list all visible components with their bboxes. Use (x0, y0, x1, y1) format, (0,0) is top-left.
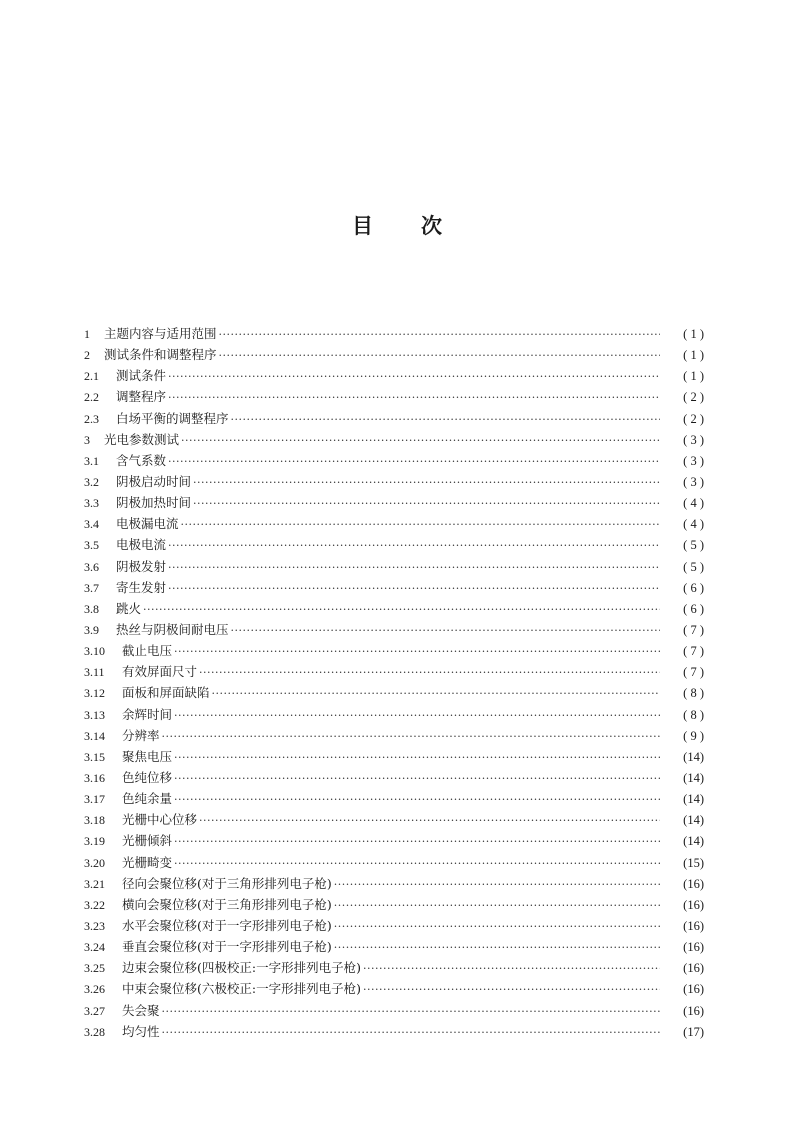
toc-entry[interactable] (84, 365, 704, 386)
toc-dot-leader (162, 726, 660, 747)
toc-entry-number: 3.27 (84, 1003, 105, 1018)
toc-dot-leader (193, 472, 660, 493)
toc-entry-label: 调整程序 (116, 389, 167, 405)
toc-entry-label: 均匀性 (122, 1023, 160, 1039)
toc-entry-number: 3.1 (84, 453, 99, 468)
toc-dot-leader (181, 430, 660, 451)
toc-entry[interactable] (84, 408, 704, 429)
toc-dot-leader (162, 1022, 660, 1043)
toc-dot-leader (363, 958, 660, 979)
toc-entry-number: 3.4 (84, 517, 99, 532)
toc-entry-number: 3.24 (84, 940, 105, 955)
toc-entry[interactable] (84, 534, 704, 555)
toc-entry-page: (16) (683, 876, 704, 891)
toc-entry-label: 垂直会聚位移(对于一字形排列电子枪) (122, 939, 332, 955)
toc-entry-number: 3.21 (84, 876, 105, 891)
toc-entry-label: 阴极发射 (116, 558, 167, 574)
toc-entry-label: 白场平衡的调整程序 (116, 410, 229, 426)
toc-entry-label: 色纯余量 (122, 791, 173, 807)
toc-dot-leader (168, 366, 660, 387)
toc-entry-page: ( 8 ) (683, 686, 704, 701)
toc-dot-leader (174, 641, 660, 662)
toc-dot-leader (199, 810, 660, 831)
toc-entry-label: 光栅倾斜 (122, 833, 173, 849)
toc-entry-number: 3.23 (84, 918, 105, 933)
toc-entry-number: 3.17 (84, 792, 105, 807)
title-char-2: 次 (421, 214, 442, 238)
toc-entry-page: (14) (683, 770, 704, 785)
table-of-contents (84, 323, 704, 1042)
toc-entry[interactable] (84, 978, 704, 999)
toc-entry-number: 3.22 (84, 897, 105, 912)
toc-entry-number: 1 (84, 327, 90, 341)
toc-entry-number: 3.9 (84, 622, 99, 637)
toc-entry-number: 3.3 (84, 496, 99, 511)
toc-entry-label: 阴极启动时间 (116, 473, 192, 489)
toc-entry-label: 聚焦电压 (122, 748, 173, 764)
toc-entry[interactable] (84, 619, 704, 640)
toc-entry[interactable] (84, 661, 704, 682)
toc-dot-leader (231, 620, 660, 641)
toc-dot-leader (143, 599, 660, 620)
toc-entry-page: ( 5 ) (683, 559, 704, 574)
toc-entry[interactable] (84, 682, 704, 703)
toc-entry-page: (16) (683, 982, 704, 997)
toc-entry-number: 3.26 (84, 982, 105, 997)
toc-dot-leader (199, 662, 660, 683)
toc-entry-page: ( 7 ) (683, 644, 704, 659)
toc-dot-leader (168, 557, 660, 578)
toc-entry[interactable] (84, 471, 704, 492)
toc-entry[interactable] (84, 323, 704, 344)
toc-entry-label: 跳火 (116, 600, 142, 616)
toc-entry[interactable] (84, 746, 704, 767)
toc-entry[interactable] (84, 450, 704, 471)
toc-entry-page: (16) (683, 1003, 704, 1018)
toc-entry[interactable] (84, 556, 704, 577)
toc-entry-number: 3.18 (84, 813, 105, 828)
toc-entry-page: ( 3 ) (683, 474, 704, 489)
toc-entry-page: (16) (683, 897, 704, 912)
toc-entry-label: 光电参数测试 (104, 431, 180, 447)
toc-dot-leader (219, 324, 660, 345)
toc-entry-label: 径向会聚位移(对于三角形排列电子枪) (122, 875, 332, 891)
toc-entry-page: (16) (683, 918, 704, 933)
toc-dot-leader (363, 979, 660, 1000)
toc-entry-page: (14) (683, 813, 704, 828)
toc-entry-number: 3 (84, 432, 90, 447)
toc-entry-label: 测试条件和调整程序 (104, 347, 217, 363)
toc-dot-leader (334, 916, 660, 937)
toc-entry-page: ( 5 ) (683, 538, 704, 553)
toc-entry[interactable] (84, 788, 704, 809)
toc-entry-number: 3.2 (84, 474, 99, 489)
toc-entry[interactable] (84, 598, 704, 619)
toc-entry[interactable] (84, 577, 704, 598)
toc-entry[interactable] (84, 492, 704, 513)
toc-entry-page: ( 7 ) (683, 665, 704, 680)
toc-entry-page: ( 2 ) (683, 390, 704, 405)
toc-entry-number: 3.12 (84, 686, 105, 701)
toc-entry-label: 余辉时间 (122, 706, 173, 722)
toc-entry[interactable] (84, 1000, 704, 1021)
toc-entry-page: ( 1 ) (683, 327, 704, 341)
toc-dot-leader (168, 387, 660, 408)
toc-entry-label: 截止电压 (122, 643, 173, 659)
toc-entry[interactable] (84, 725, 704, 746)
toc-dot-leader (212, 683, 660, 704)
toc-entry-number: 3.28 (84, 1024, 105, 1039)
toc-entry-page: ( 9 ) (683, 728, 704, 743)
toc-entry-label: 光栅中心位移 (122, 812, 198, 828)
toc-entry[interactable] (84, 957, 704, 978)
toc-entry-page: ( 3 ) (683, 432, 704, 447)
toc-dot-leader (334, 895, 660, 916)
toc-entry-label: 主题内容与适用范围 (104, 326, 217, 341)
toc-entry-number: 3.16 (84, 770, 105, 785)
toc-entry-page: (17) (683, 1024, 704, 1039)
toc-entry[interactable] (84, 894, 704, 915)
toc-entry-page: ( 4 ) (683, 496, 704, 511)
toc-entry[interactable] (84, 830, 704, 851)
toc-entry-number: 3.7 (84, 580, 99, 595)
page-title (0, 212, 794, 240)
toc-dot-leader (168, 535, 660, 556)
toc-entry-label: 色纯位移 (122, 769, 173, 785)
toc-entry-page: ( 3 ) (683, 453, 704, 468)
toc-dot-leader (334, 874, 660, 895)
toc-entry[interactable] (84, 873, 704, 894)
toc-entry-label: 电极漏电流 (116, 516, 179, 532)
toc-dot-leader (162, 1001, 660, 1022)
toc-entry-page: (16) (683, 940, 704, 955)
toc-entry[interactable] (84, 386, 704, 407)
toc-dot-leader (181, 514, 660, 535)
toc-entry-label: 光栅畸变 (122, 854, 173, 870)
toc-entry-number: 3.6 (84, 559, 99, 574)
toc-entry-label: 失会聚 (122, 1002, 160, 1018)
toc-entry-page: ( 7 ) (683, 622, 704, 637)
toc-dot-leader (174, 853, 660, 874)
toc-entry-number: 3.10 (84, 644, 105, 659)
toc-dot-leader (174, 768, 660, 789)
toc-entry-label: 分辨率 (122, 727, 160, 743)
toc-entry-label: 边束会聚位移(四极校正:一字形排列电子枪) (122, 960, 361, 976)
toc-entry-label: 寄生发射 (116, 579, 167, 595)
toc-entry-label: 测试条件 (116, 368, 167, 384)
toc-entry-label: 横向会聚位移(对于三角形排列电子枪) (122, 896, 332, 912)
toc-entry-page: ( 2 ) (683, 411, 704, 426)
toc-dot-leader (174, 705, 660, 726)
title-char-1: 目 (352, 214, 373, 238)
toc-entry[interactable] (84, 1021, 704, 1042)
toc-entry-number: 2.3 (84, 411, 99, 426)
toc-entry-label: 有效屏面尺寸 (122, 664, 198, 680)
toc-entry[interactable] (84, 513, 704, 534)
toc-entry-label: 阴极加热时间 (116, 495, 192, 511)
toc-entry-page: ( 1 ) (683, 348, 704, 363)
toc-entry-page: (15) (683, 855, 704, 870)
toc-entry-label: 面板和屏面缺陷 (122, 685, 210, 701)
toc-entry-label: 水平会聚位移(对于一字形排列电子枪) (122, 917, 332, 933)
toc-entry-number: 3.20 (84, 855, 105, 870)
toc-entry-page: ( 6 ) (683, 601, 704, 616)
toc-entry-page: ( 6 ) (683, 580, 704, 595)
toc-dot-leader (174, 747, 660, 768)
toc-dot-leader (174, 789, 660, 810)
toc-entry-page: (14) (683, 834, 704, 849)
toc-entry-page: (14) (683, 792, 704, 807)
toc-entry[interactable] (84, 429, 704, 450)
toc-dot-leader (219, 345, 660, 366)
toc-entry-page: (16) (683, 961, 704, 976)
toc-entry-label: 热丝与阴极间耐电压 (116, 621, 229, 637)
toc-dot-leader (168, 578, 660, 599)
toc-entry[interactable] (84, 344, 704, 365)
toc-entry[interactable] (84, 936, 704, 957)
toc-entry[interactable] (84, 704, 704, 725)
toc-entry[interactable] (84, 809, 704, 830)
toc-entry-page: ( 8 ) (683, 707, 704, 722)
toc-entry[interactable] (84, 915, 704, 936)
toc-entry-number: 3.19 (84, 834, 105, 849)
toc-entry-page: ( 4 ) (683, 517, 704, 532)
toc-entry-number: 3.25 (84, 961, 105, 976)
toc-entry-label: 含气系数 (116, 452, 167, 468)
toc-entry-page: ( 1 ) (683, 369, 704, 384)
toc-dot-leader (174, 831, 660, 852)
toc-entry-label: 电极电流 (116, 537, 167, 553)
toc-entry-number: 2.1 (84, 369, 99, 384)
toc-entry-number: 3.5 (84, 538, 99, 553)
toc-entry-number: 3.14 (84, 728, 105, 743)
toc-entry-label: 中束会聚位移(六极校正:一字形排列电子枪) (122, 981, 361, 997)
toc-dot-leader (168, 451, 660, 472)
toc-dot-leader (231, 409, 660, 430)
toc-entry[interactable] (84, 767, 704, 788)
toc-entry-number: 3.11 (84, 665, 105, 680)
toc-entry-number: 3.15 (84, 749, 105, 764)
toc-entry-number: 2.2 (84, 390, 99, 405)
toc-entry[interactable] (84, 640, 704, 661)
toc-dot-leader (193, 493, 660, 514)
toc-entry-number: 3.13 (84, 707, 105, 722)
toc-entry[interactable] (84, 852, 704, 873)
toc-dot-leader (334, 937, 660, 958)
toc-entry-number: 3.8 (84, 601, 99, 616)
toc-entry-number: 2 (84, 348, 90, 363)
toc-entry-page: (14) (683, 749, 704, 764)
